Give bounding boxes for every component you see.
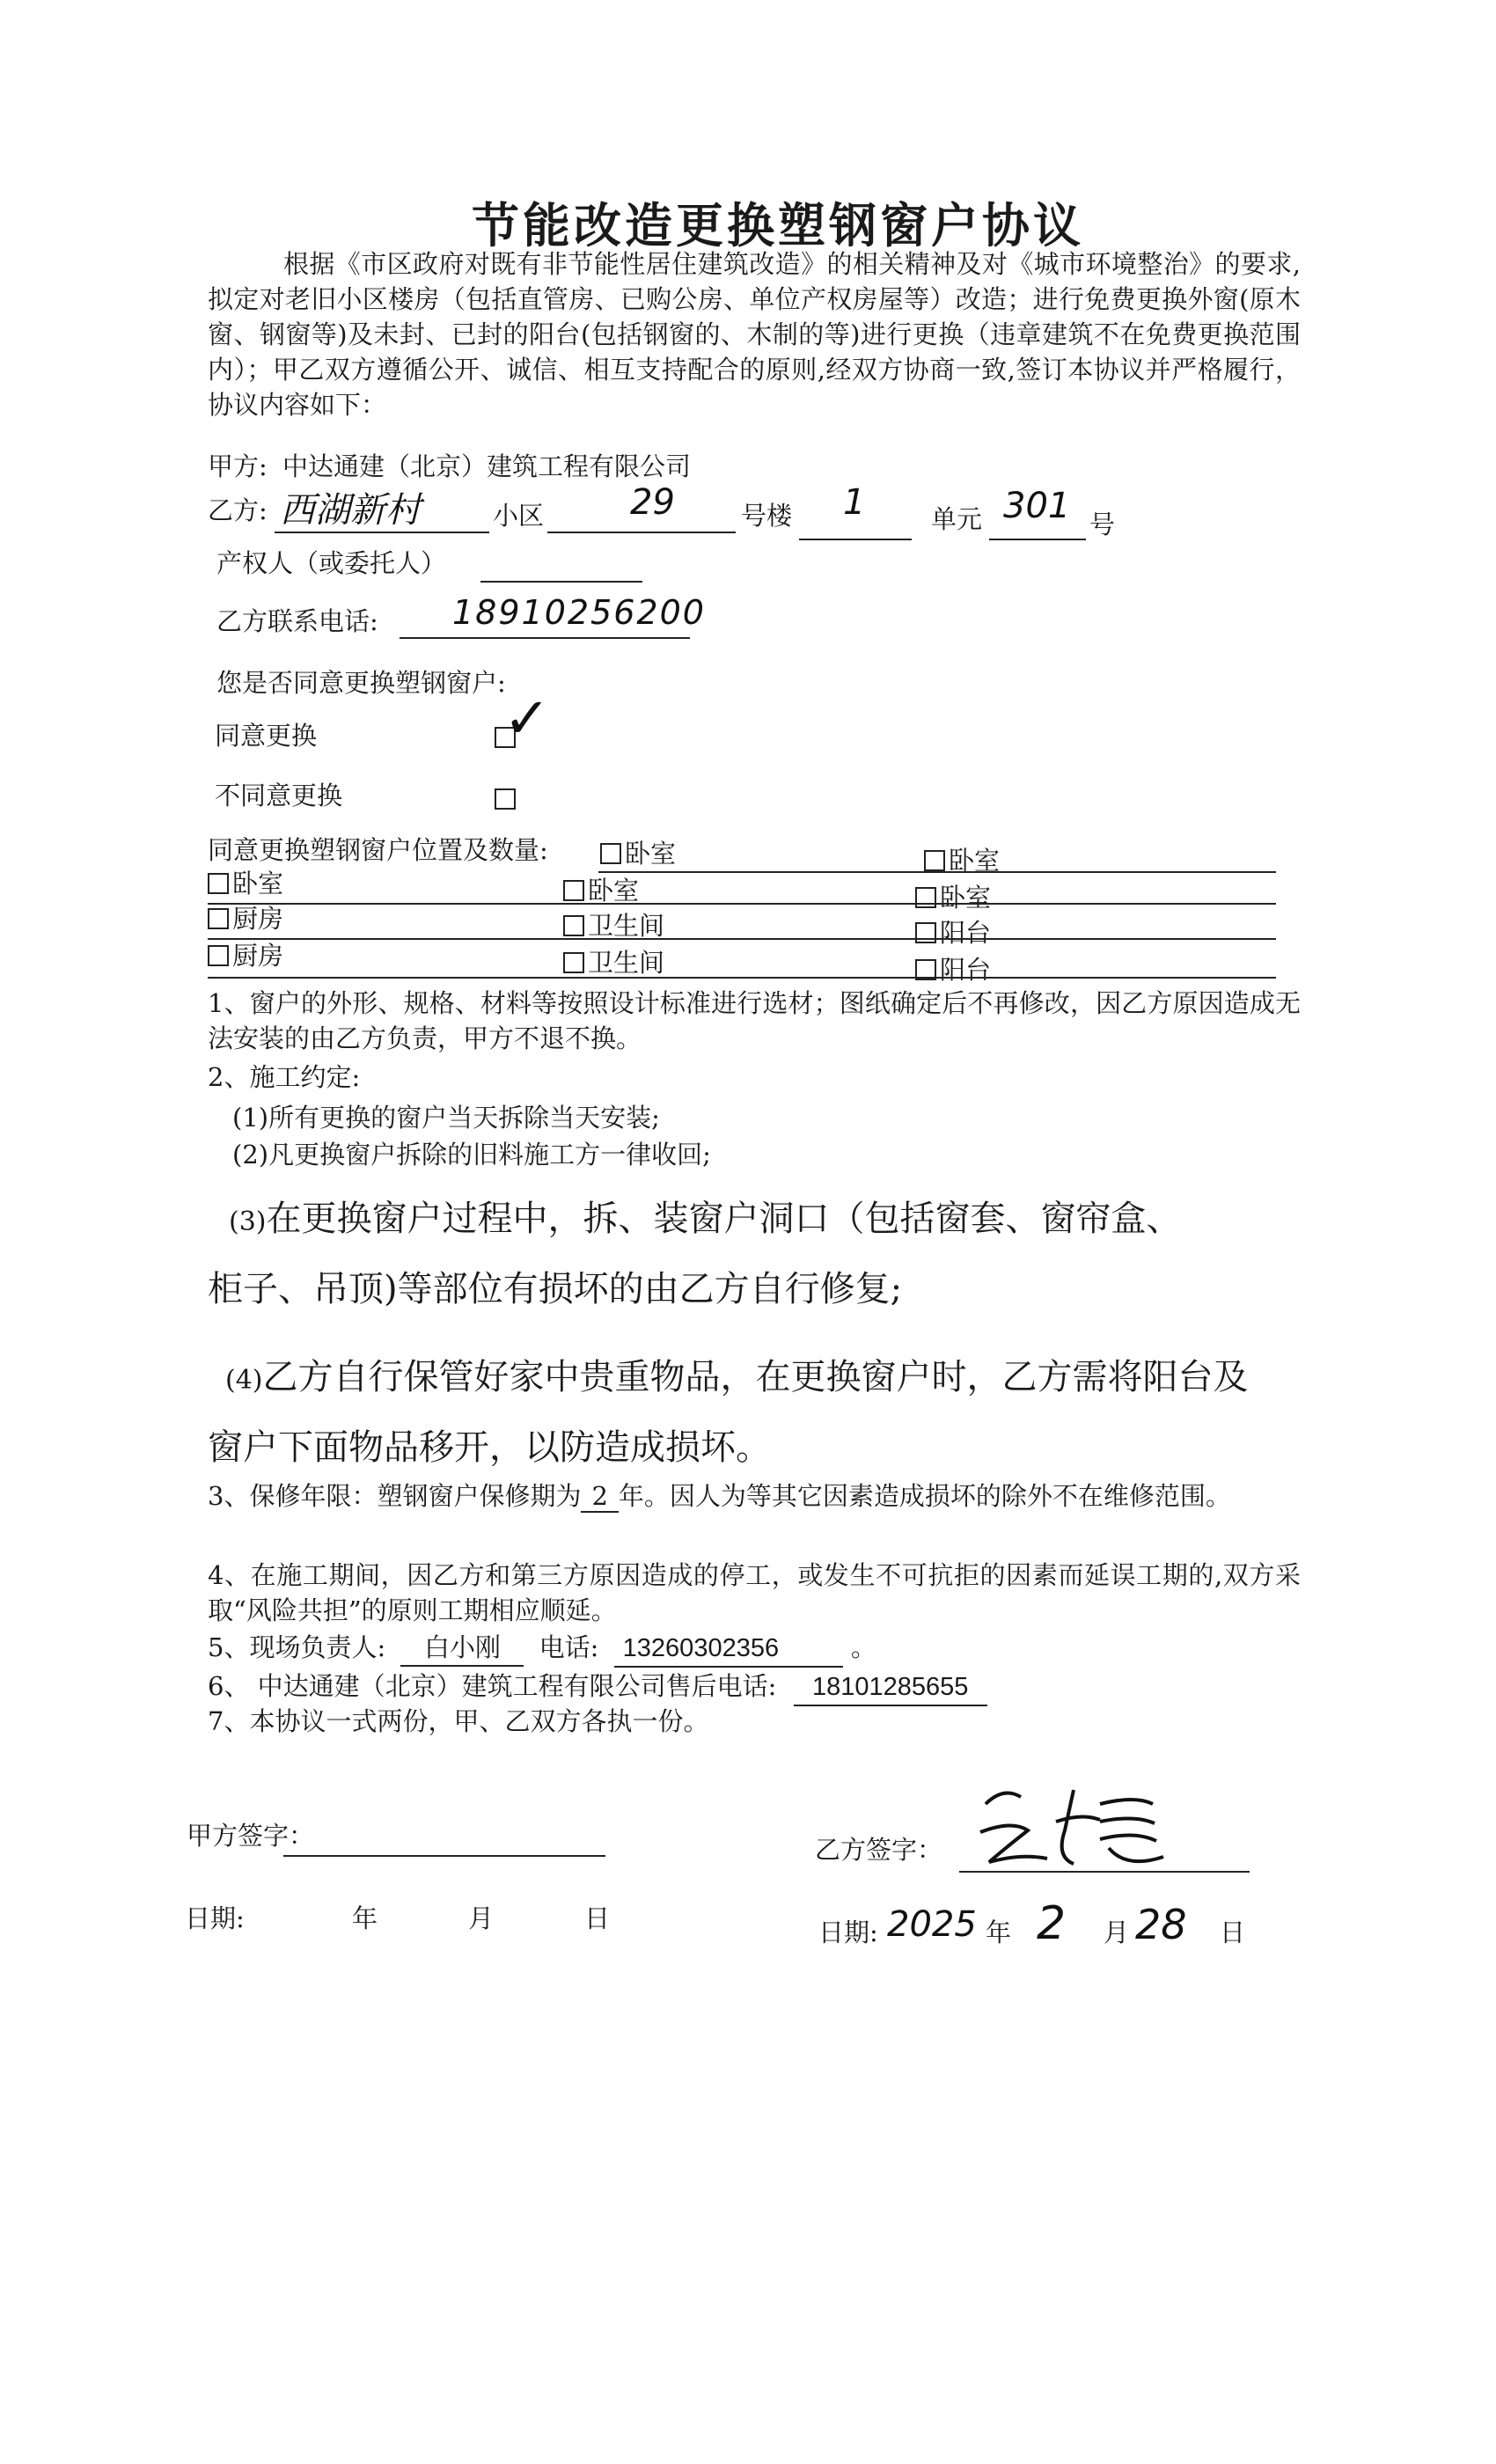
- checkbox[interactable]: [208, 908, 229, 929]
- location-bedroom-2: 卧室: [924, 843, 1000, 878]
- locations-label: 同意更换塑钢窗户位置及数量:: [208, 835, 548, 865]
- party-a-date-month: 月: [468, 1903, 495, 1933]
- unit-handwritten: 1: [843, 482, 866, 523]
- checkbox[interactable]: [915, 922, 936, 943]
- community-suffix: 小区: [493, 501, 545, 531]
- location-bedroom-5: 卧室: [915, 880, 991, 915]
- clause-2-item-1: (1)所有更换的窗户当天拆除当天安装;: [232, 1103, 660, 1133]
- location-bathroom-2: 卫生间: [563, 945, 664, 980]
- unit-suffix: 单元: [931, 504, 983, 534]
- clause-2-item-2: (2)凡更换窗户拆除的旧料施工方一律收回;: [232, 1140, 711, 1170]
- location-balcony-2: 阳台: [915, 952, 991, 987]
- locations-line-0: [598, 871, 1276, 873]
- room-line: [989, 539, 1086, 540]
- party-b-date-year: 年: [986, 1918, 1012, 1947]
- party-a-date-label: 日期:: [185, 1903, 245, 1933]
- locations-line-3: [208, 977, 1276, 979]
- clause-6: 6、 中达通建（北京）建筑工程有限公司售后电话: 18101285655: [208, 1668, 987, 1706]
- clause-2-item-4-line-1: (4)乙方自行保管好家中贵重物品，在更换窗户时，乙方需将阳台及: [225, 1357, 1249, 1397]
- community-handwritten: 西湖新村: [280, 490, 421, 531]
- checkbox[interactable]: [208, 873, 229, 894]
- checkbox[interactable]: [600, 843, 621, 864]
- site-manager-phone: 13260302356: [614, 1631, 843, 1668]
- agree-label: 同意更换: [215, 721, 318, 751]
- owner-label: 产权人（或委托人）: [216, 548, 447, 578]
- clause-2-item-4-line-2: 窗户下面物品移开，以防造成损坏。: [208, 1427, 771, 1468]
- agree-check-mark: ✓: [503, 686, 551, 752]
- page-title: 节能改造更换塑钢窗户协议: [472, 197, 1084, 253]
- locations-line-2: [208, 938, 1276, 940]
- party-a-value: 中达通建（北京）建筑工程有限公司: [282, 451, 692, 481]
- room-handwritten: 301: [1003, 486, 1071, 526]
- disagree-checkbox[interactable]: [495, 788, 516, 810]
- clause-2-item-3-number: (3): [229, 1206, 267, 1237]
- phone-handwritten: 18910256200: [452, 593, 706, 632]
- party-a-signature-label: 甲方签字：: [187, 1821, 315, 1851]
- building-line: [547, 532, 736, 533]
- party-b-date-month: 月: [1104, 1918, 1130, 1947]
- party-b-signature: [968, 1778, 1179, 1874]
- clause-2-item-3-line-1: (3)在更换窗户过程中，拆、装窗户洞口（包括窗套、窗帘盒、: [229, 1199, 1182, 1239]
- clause-7: 7、本协议一式两份，甲、乙双方各执一份。: [208, 1706, 709, 1736]
- location-balcony-1: 阳台: [915, 915, 991, 950]
- checkbox[interactable]: [208, 945, 229, 966]
- checkbox[interactable]: [915, 887, 936, 908]
- clause-2-item-4-number: (4): [225, 1365, 263, 1396]
- checkbox[interactable]: [563, 952, 584, 973]
- locations-line-1: [208, 903, 1276, 905]
- location-bedroom-3: 卧室: [208, 866, 283, 901]
- checkbox[interactable]: [563, 915, 584, 936]
- clause-2-heading: 2、施工约定:: [208, 1062, 361, 1092]
- party-a-signature-line[interactable]: [283, 1855, 605, 1857]
- phone-label: 乙方联系电话:: [216, 606, 378, 636]
- party-a-date-day: 日: [584, 1903, 611, 1933]
- clause-2-item-3-line-2: 柜子、吊顶)等部位有损坏的由乙方自行修复;: [208, 1269, 903, 1309]
- warranty-years: 2: [581, 1481, 618, 1513]
- party-a-label: 甲方:: [208, 451, 268, 481]
- clause-3: 3、保修年限：塑钢窗户保修期为 2 年。因人为等其它因素造成损坏的除外不在维修范围。: [208, 1481, 1231, 1511]
- location-kitchen-1: 厨房: [208, 901, 283, 936]
- party-b-date-month-value: 2: [1037, 1897, 1067, 1950]
- consent-question: 您是否同意更换塑钢窗户:: [216, 668, 506, 698]
- owner-line: [480, 581, 642, 583]
- location-bedroom-1: 卧室: [600, 836, 676, 871]
- party-b-date-day: 日: [1220, 1918, 1246, 1947]
- clause-4: 4、在施工期间，因乙方和第三方原因造成的停工，或发生不可抗拒的因素而延误工期的,双方采取“风险共担”的原则工期相应顺延。: [208, 1560, 1301, 1625]
- after-sales-phone: 18101285655: [794, 1669, 987, 1706]
- location-bathroom-1: 卫生间: [563, 908, 664, 943]
- location-kitchen-2: 厨房: [208, 938, 283, 973]
- checkbox[interactable]: [563, 880, 584, 901]
- disagree-label: 不同意更换: [215, 781, 343, 810]
- party-b-signature-label: 乙方签字：: [815, 1835, 943, 1865]
- party-b-date-day-value: 28: [1135, 1901, 1187, 1948]
- party-b-date-year-value: 2025: [887, 1904, 977, 1945]
- building-suffix: 号楼: [741, 501, 793, 531]
- party-a-date-year: 年: [352, 1903, 378, 1933]
- party-a-row: [208, 449, 691, 484]
- room-suffix: 号: [1089, 510, 1116, 539]
- unit-line: [799, 539, 912, 540]
- party-b-label: 乙方:: [208, 495, 268, 525]
- clause-1: 1、窗户的外形、规格、材料等按照设计标准进行选材；图纸确定后不再修改，因乙方原因造成无法安装的由乙方负责，甲方不退不换。: [208, 988, 1301, 1053]
- intro-paragraph: 根据《市区政府对既有非节能性居住建筑改造》的相关精神及对《城市环境整治》的要求,拟定对老旧小区楼房（包括直管房、已购公房、单位产权房屋等）改造；进行免费更换外窗(原木窗、钢窗等)及未封、已封的阳台(包括钢窗的、木制的等)进行更换（违章建筑不在免费更换范围内）；甲乙双方遵循公开、诚信、相互支持配合的原则,经双方协商一致,签订本协议并严格履行，协议内容如下：: [208, 249, 1301, 420]
- phone-line: [400, 637, 690, 639]
- party-b-date-label: 日期:: [818, 1918, 878, 1947]
- checkbox[interactable]: [924, 850, 945, 871]
- site-manager-name: 白小刚: [400, 1630, 524, 1667]
- clause-5: 5、现场负责人: 白小刚 电话: 13260302356 。: [208, 1630, 876, 1668]
- building-handwritten: 29: [630, 482, 675, 523]
- location-bedroom-4: 卧室: [563, 873, 639, 908]
